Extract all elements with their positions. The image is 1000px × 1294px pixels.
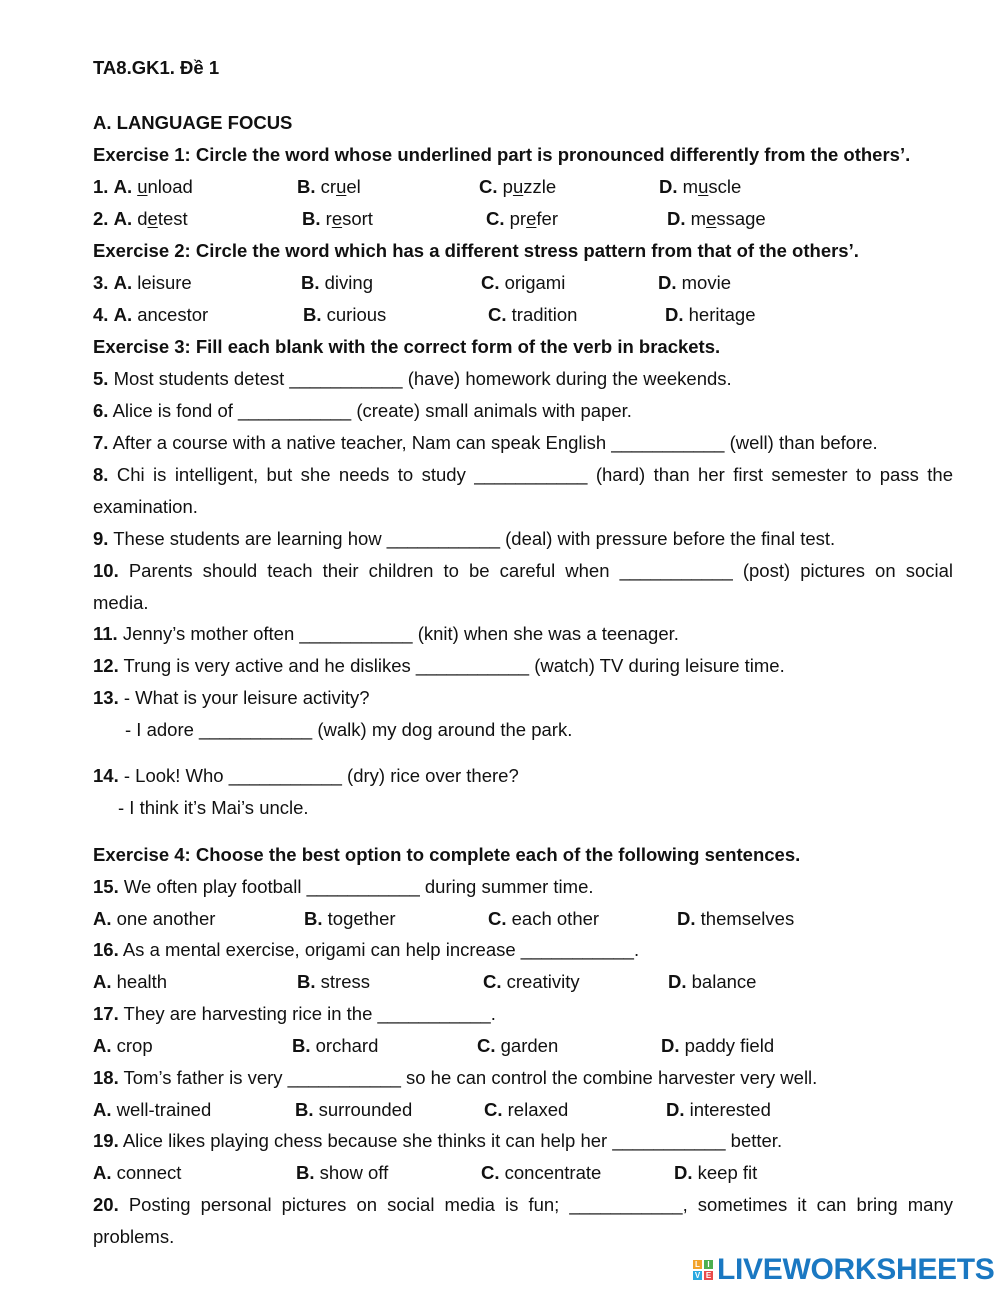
option-a[interactable]: A. one another [93,908,216,929]
question-14-reply: - I think it’s Mai’s uncle. [118,797,309,818]
option-b[interactable]: B. together [304,908,396,929]
question-8-continued: examination. [93,496,198,517]
option-d[interactable]: D. interested [666,1099,771,1120]
option-a[interactable]: 3. A. leisure [93,272,192,293]
liveworksheets-logo [693,1253,995,1287]
option-d[interactable]: D. themselves [677,908,795,929]
question-20-continued: problems. [93,1226,175,1247]
option-a[interactable]: A. crop [93,1035,153,1056]
question-9: 9. These students are learning how ___________ (deal) with pressure before the final test. [93,528,836,549]
option-d[interactable]: D. balance [668,971,757,992]
option-d[interactable]: D. keep fit [674,1162,758,1183]
option-a[interactable]: A. health [93,971,168,992]
option-a[interactable]: 2. A. detest [93,208,188,229]
question-17: 17. They are harvesting rice in the ___________. [93,1003,496,1024]
option-b[interactable]: B. show off [296,1162,389,1183]
question-10: 10. Parents should teach their children to be careful when ___________ (post) pictures on social [93,560,954,581]
exercise-1-title: Exercise 1: Circle the word whose underlined part is pronounced differently from the others’. [93,144,911,165]
option-a[interactable]: 1. A. unload [93,176,193,197]
question-13-reply: - I adore ___________ (walk) my dog around the park. [125,719,573,740]
question-19: 19. Alice likes playing chess because she thinks it can help her ___________ better. [93,1130,783,1151]
option-b[interactable]: B. cruel [297,176,361,197]
option-d[interactable]: D. paddy field [661,1035,775,1056]
option-c[interactable]: C. puzzle [479,176,557,197]
option-c[interactable]: C. concentrate [481,1162,602,1183]
option-c[interactable]: C. creativity [483,971,580,992]
question-12: 12. Trung is very active and he dislikes ___________ (watch) TV during leisure time. [93,655,785,676]
logo-text: LIVEWORKSHEETS [717,1253,995,1286]
document-code: TA8.GK1. Đề 1 [93,57,220,78]
question-6: 6. Alice is fond of ___________ (create) small animals with paper. [93,400,632,421]
option-a[interactable]: 4. A. ancestor [93,304,209,325]
question-8: 8. Chi is intelligent, but she needs to study ___________ (hard) than her first semester to pass the [93,464,953,485]
option-b[interactable]: B. diving [301,272,373,293]
option-d[interactable]: D. movie [658,272,731,293]
option-b[interactable]: B. surrounded [295,1099,413,1120]
question-11: 11. Jenny’s mother often ___________ (knit) when she was a teenager. [93,623,679,644]
option-d[interactable]: D. message [667,208,766,229]
option-d[interactable]: D. muscle [659,176,742,197]
exercise-2-title: Exercise 2: Circle the word which has a different stress pattern from that of the others’. [93,240,859,261]
option-c[interactable]: C. each other [488,908,600,929]
question-15: 15. We often play football ___________ during summer time. [93,876,594,897]
option-b[interactable]: B. curious [303,304,387,325]
option-b[interactable]: B. resort [302,208,373,229]
question-20: 20. Posting personal pictures on social media is fun; ___________, sometimes it can bring many [93,1194,953,1215]
question-13: 13. - What is your leisure activity? [93,687,370,708]
question-7: 7. After a course with a native teacher, Nam can speak English ___________ (well) than before. [93,432,878,453]
option-c[interactable]: C. relaxed [484,1099,569,1120]
option-d[interactable]: D. heritage [665,304,756,325]
option-c[interactable]: C. garden [477,1035,559,1056]
option-b[interactable]: B. orchard [292,1035,379,1056]
question-14: 14. - Look! Who ___________ (dry) rice over there? [93,765,519,786]
exercise-4-title: Exercise 4: Choose the best option to complete each of the following sentences. [93,844,801,865]
question-16: 16. As a mental exercise, origami can help increase ___________. [93,939,640,960]
section-title: A. LANGUAGE FOCUS [93,112,293,133]
logo-mark-icon: L I V E [694,1260,712,1280]
option-a[interactable]: A. well-trained [93,1099,212,1120]
exercise-3-title: Exercise 3: Fill each blank with the correct form of the verb in brackets. [93,336,721,357]
option-a[interactable]: A. connect [93,1162,182,1183]
option-b[interactable]: B. stress [297,971,370,992]
option-c[interactable]: C. prefer [486,208,558,229]
option-c[interactable]: C. origami [481,272,566,293]
option-c[interactable]: C. tradition [488,304,578,325]
question-10-continued: media. [93,592,149,613]
question-5: 5. Most students detest ___________ (have) homework during the weekends. [93,368,732,389]
question-18: 18. Tom’s father is very ___________ so he can control the combine harvester very well. [93,1067,818,1088]
